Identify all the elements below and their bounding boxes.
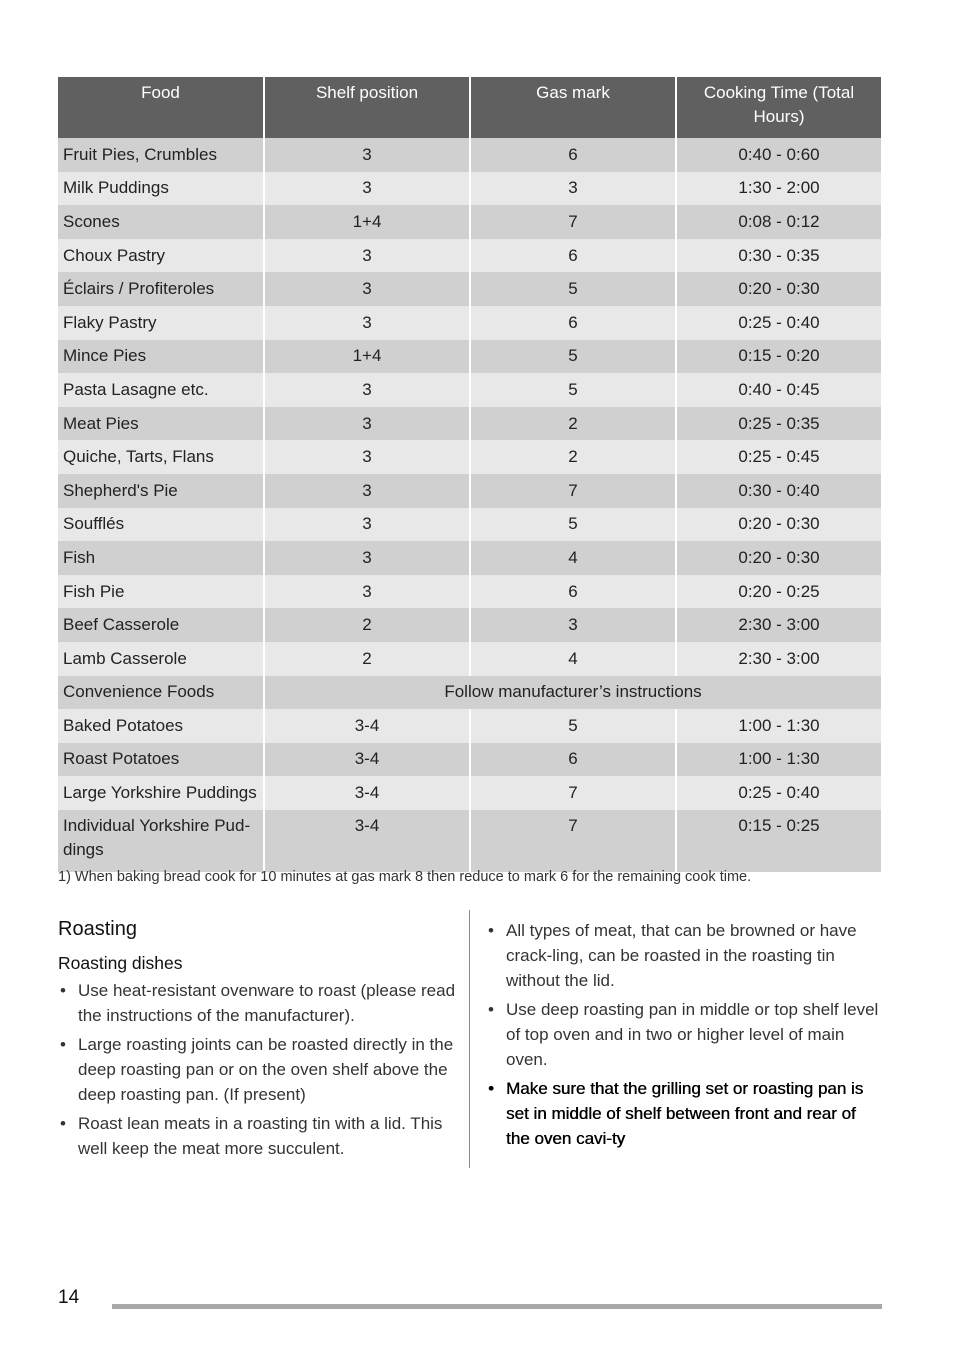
- cell-shelf-position: 3: [264, 272, 470, 306]
- cell-gas-mark: 2: [470, 407, 676, 441]
- cell-food: Fruit Pies, Crumbles: [58, 138, 264, 172]
- roasting-right-list: [486, 918, 881, 1151]
- cell-shelf-position: 3: [264, 138, 470, 172]
- bullet-text: Use heat-resistant ovenware to roast (please read the instructions of the manufacturer).: [78, 981, 456, 1025]
- table-row: [58, 541, 881, 575]
- cell-gas-mark: 3: [470, 608, 676, 642]
- cell-food: Scones: [58, 205, 264, 239]
- column-divider: [469, 910, 470, 1168]
- table-row: [58, 440, 881, 474]
- list-item: [486, 1076, 881, 1151]
- cell-gas-mark: 6: [470, 239, 676, 273]
- table-row: [58, 810, 881, 872]
- cell-food: Fish: [58, 541, 264, 575]
- cell-food: Meat Pies: [58, 407, 264, 441]
- cell-gas-mark: 7: [470, 776, 676, 810]
- roasting-dishes-subheading: Roasting dishes: [58, 953, 183, 973]
- cell-shelf-position: 3: [264, 407, 470, 441]
- table-row: [58, 172, 881, 206]
- cell-food: Convenience Foods: [58, 676, 264, 710]
- header-shelf-position: Shelf position: [264, 77, 470, 138]
- cell-cooking-time: 0:25 - 0:35: [676, 407, 881, 441]
- cell-shelf-position: 3: [264, 373, 470, 407]
- table-row: [58, 407, 881, 441]
- cell-gas-mark: 5: [470, 272, 676, 306]
- list-item: [58, 1111, 458, 1161]
- cell-cooking-time: 0:30 - 0:40: [676, 474, 881, 508]
- cell-shelf-position: 2: [264, 642, 470, 676]
- list-item: [58, 1032, 458, 1107]
- cell-gas-mark: 7: [470, 205, 676, 239]
- cell-gas-mark: 5: [470, 373, 676, 407]
- cell-cooking-time: 0:15 - 0:25: [676, 810, 881, 872]
- cell-cooking-time: 2:30 - 3:00: [676, 608, 881, 642]
- cell-shelf-position: 3: [264, 306, 470, 340]
- table-row: [58, 373, 881, 407]
- roasting-left-column: [58, 918, 458, 1165]
- table-row: [58, 608, 881, 642]
- cell-shelf-position: 3: [264, 541, 470, 575]
- list-item: [58, 978, 458, 1028]
- cell-cooking-time: 0:20 - 0:25: [676, 575, 881, 609]
- page-number: 14: [58, 1287, 80, 1308]
- header-food: Food: [58, 77, 264, 138]
- cell-food: Choux Pastry: [58, 239, 264, 273]
- cell-cooking-time: 0:25 - 0:45: [676, 440, 881, 474]
- cell-cooking-time: 0:40 - 0:45: [676, 373, 881, 407]
- cell-gas-mark: 4: [470, 541, 676, 575]
- cell-food: Beef Casserole: [58, 608, 264, 642]
- cell-food: Quiche, Tarts, Flans: [58, 440, 264, 474]
- cell-cooking-time: 0:25 - 0:40: [676, 306, 881, 340]
- cell-food: Baked Potatoes: [58, 709, 264, 743]
- bullet-text: Large roasting joints can be roasted directly in the deep roasting pan or on the oven shelf above the deep roasting pan. (If present): [78, 1035, 454, 1104]
- cell-gas-mark: 7: [470, 474, 676, 508]
- table-row: [58, 776, 881, 810]
- list-item: [486, 997, 881, 1072]
- cell-food: Mince Pies: [58, 340, 264, 374]
- table-row: [58, 138, 881, 172]
- bullet-icon: •: [488, 921, 494, 940]
- header-gas-mark: Gas mark: [470, 77, 676, 138]
- bullet-icon: •: [60, 1035, 66, 1054]
- bullet-text: All types of meat, that can be browned or have crack-ling, can be roasted in the roasting tin without the lid.: [506, 921, 857, 990]
- cell-cooking-time: 0:20 - 0:30: [676, 508, 881, 542]
- cell-food: Shepherd's Pie: [58, 474, 264, 508]
- cell-shelf-position: 3: [264, 239, 470, 273]
- table-row: [58, 642, 881, 676]
- cell-cooking-time: 1:00 - 1:30: [676, 743, 881, 777]
- cell-food: Large Yorkshire Puddings: [58, 776, 264, 810]
- cell-gas-mark: 5: [470, 709, 676, 743]
- cell-cooking-time: 1:30 - 2:00: [676, 172, 881, 206]
- cell-gas-mark: 2: [470, 440, 676, 474]
- cell-gas-mark: 5: [470, 340, 676, 374]
- table-row: [58, 239, 881, 273]
- cell-cooking-time: 0:25 - 0:40: [676, 776, 881, 810]
- table-row: [58, 340, 881, 374]
- header-cooking-time: Cooking Time (Total Hours): [676, 77, 881, 138]
- footer-rule: [112, 1304, 882, 1309]
- roasting-heading: Roasting: [58, 918, 137, 940]
- table-row: [58, 306, 881, 340]
- list-item: [486, 918, 881, 993]
- bullet-text: Use deep roasting pan in middle or top shelf level of top oven and in two or higher level of main oven.: [506, 1000, 879, 1069]
- table-row: [58, 205, 881, 239]
- cell-shelf-position: 3-4: [264, 709, 470, 743]
- cell-shelf-position: 1+4: [264, 205, 470, 239]
- cell-gas-mark: 3: [470, 172, 676, 206]
- cell-shelf-position: 3: [264, 508, 470, 542]
- table-header-row: [58, 77, 881, 138]
- table-row: [58, 474, 881, 508]
- cell-food: Individual Yorkshire Pud-dings: [58, 810, 264, 872]
- cell-shelf-position: 3-4: [264, 776, 470, 810]
- cell-cooking-time: 2:30 - 3:00: [676, 642, 881, 676]
- cell-cooking-time: 0:30 - 0:35: [676, 239, 881, 273]
- table-row: [58, 508, 881, 542]
- cell-shelf-position: 3-4: [264, 743, 470, 777]
- cell-gas-mark: 6: [470, 138, 676, 172]
- cell-gas-mark: 5: [470, 508, 676, 542]
- table-footnote: 1) When baking bread cook for 10 minutes at gas mark 8 then reduce to mark 6 for the remaining cook time.: [58, 869, 752, 885]
- roasting-left-list: [58, 978, 458, 1161]
- cell-gas-mark: 6: [470, 575, 676, 609]
- cell-cooking-time: 0:40 - 0:60: [676, 138, 881, 172]
- cell-shelf-position: 3: [264, 172, 470, 206]
- cell-food: Milk Puddings: [58, 172, 264, 206]
- cell-food: Fish Pie: [58, 575, 264, 609]
- cell-shelf-position: 3: [264, 440, 470, 474]
- cell-food: Soufflés: [58, 508, 264, 542]
- cell-gas-mark: 4: [470, 642, 676, 676]
- cell-food: Roast Potatoes: [58, 743, 264, 777]
- bullet-icon: •: [488, 1079, 494, 1098]
- cell-cooking-time: 0:08 - 0:12: [676, 205, 881, 239]
- table-row: [58, 709, 881, 743]
- cell-food: Éclairs / Profiteroles: [58, 272, 264, 306]
- cell-food: Pasta Lasagne etc.: [58, 373, 264, 407]
- cell-shelf-position: 2: [264, 608, 470, 642]
- cell-cooking-time: 0:15 - 0:20: [676, 340, 881, 374]
- cell-gas-mark: 7: [470, 810, 676, 872]
- roasting-right-column: [486, 918, 881, 1155]
- cell-shelf-position: 3-4: [264, 810, 470, 872]
- bullet-text: Make sure that the grilling set or roasting pan is set in middle of shelf between front and rear of the oven cavi-ty: [506, 1079, 864, 1148]
- bullet-icon: •: [488, 1000, 494, 1019]
- table-row: [58, 743, 881, 777]
- cell-cooking-time: 0:20 - 0:30: [676, 272, 881, 306]
- table-row: [58, 676, 881, 710]
- bullet-icon: •: [60, 1114, 66, 1133]
- cell-gas-mark: 6: [470, 743, 676, 777]
- cell-food: Flaky Pastry: [58, 306, 264, 340]
- bullet-icon: •: [60, 981, 66, 1000]
- cell-food: Lamb Casserole: [58, 642, 264, 676]
- table-row: [58, 272, 881, 306]
- cell-instructions-note: Follow manufacturer’s instructions: [264, 676, 881, 710]
- cell-shelf-position: 3: [264, 575, 470, 609]
- cell-cooking-time: 1:00 - 1:30: [676, 709, 881, 743]
- cooking-table: [58, 77, 881, 872]
- table-row: [58, 575, 881, 609]
- cell-cooking-time: 0:20 - 0:30: [676, 541, 881, 575]
- cell-shelf-position: 3: [264, 474, 470, 508]
- cell-gas-mark: 6: [470, 306, 676, 340]
- cell-shelf-position: 1+4: [264, 340, 470, 374]
- bullet-text: Roast lean meats in a roasting tin with a lid. This well keep the meat more succulent.: [78, 1114, 443, 1158]
